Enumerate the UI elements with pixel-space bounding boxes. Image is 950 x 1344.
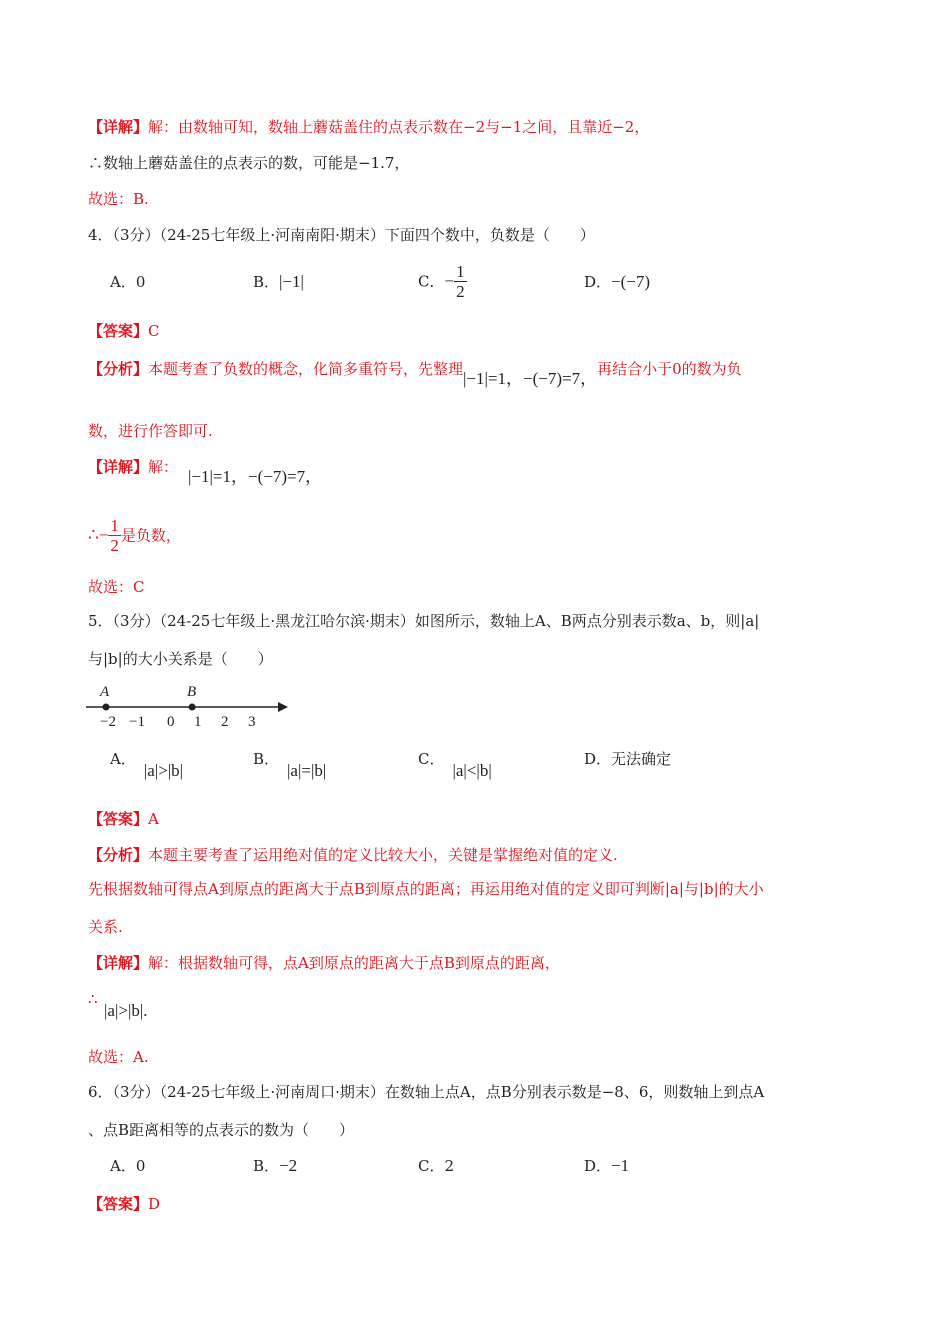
q4-detail: 【详解】解： |−1|=1，−(−7)=7， bbox=[88, 458, 323, 486]
q6-stem: 6．（3分）（24-25七年级上·河南周口·期末）在数轴上点A，点B分别表示数是−8、6，则数轴上到点A bbox=[88, 1083, 765, 1101]
tick-label: 1 bbox=[194, 714, 202, 730]
intro-detail-line bbox=[88, 116, 649, 138]
q6-option-b: B．−2 bbox=[253, 1156, 298, 1175]
q6-answer: 【答案】D bbox=[88, 1195, 161, 1213]
q6-stem-cont: 、点B距离相等的点表示的数为（ ） bbox=[88, 1121, 355, 1139]
point-a-label: A bbox=[100, 684, 110, 700]
q4-option-b: B．|−1| bbox=[253, 272, 304, 291]
q5-option-a: A．|a|>|b| bbox=[110, 750, 184, 780]
q5-option-c: C．|a|<|b| bbox=[418, 750, 492, 780]
q5-stem-cont: 与|b|的大小关系是（ ） bbox=[88, 650, 273, 668]
intro-line2: ∴数轴上蘑菇盖住的点表示的数，可能是−1.7， bbox=[88, 154, 410, 172]
q4-option-c: C．− $\frac{1}{2}$ bbox=[418, 262, 465, 301]
q4-answer: 【答案】C bbox=[88, 322, 160, 340]
q4-stem: 4．（3分）（24-25七年级上·河南南阳·期末）下面四个数中，负数是（ ） bbox=[88, 226, 595, 244]
q6-option-d: D．−1 bbox=[584, 1156, 630, 1175]
number-line-arrow bbox=[278, 702, 288, 712]
q4-option-a: A．0 bbox=[110, 273, 146, 291]
q4-option-d: D．−(−7) bbox=[584, 272, 651, 291]
q5-detail: 【详解】解：根据数轴可得，点A到原点的距离大于点B到原点的距离， bbox=[88, 954, 560, 972]
q5-analysis-3: 关系. bbox=[88, 918, 123, 936]
q4-analysis: 【分析】本题考查了负数的概念，化简多重符号，先整理|−1|=1，−(−7)=7，再结合小于0的数为负 bbox=[88, 360, 742, 388]
point-b-label: B bbox=[187, 684, 197, 700]
q4-detail-cont: ∴− $\frac{1}{2}$ 是负数， bbox=[88, 516, 181, 555]
number-line-figure bbox=[84, 680, 294, 730]
detail-label: 【详解】 bbox=[88, 118, 149, 136]
tick-label: −2 bbox=[100, 714, 116, 730]
q4-detail-fraction: $\frac{1}{2}$ bbox=[110, 516, 119, 555]
q6-option-a: A．0 bbox=[110, 1157, 146, 1175]
tick-label: −1 bbox=[129, 714, 145, 730]
q5-analysis: 【分析】本题主要考查了运用绝对值的定义比较大小，关键是掌握绝对值的定义. bbox=[88, 846, 618, 864]
q4-c-fraction: $\frac{1}{2}$ bbox=[456, 262, 465, 301]
q5-answer: 【答案】A bbox=[88, 810, 159, 828]
q5-detail-math: |a|>|b|. bbox=[104, 1001, 148, 1020]
q5-choose: 故选：A. bbox=[88, 1048, 149, 1066]
intro-choose: 故选：B. bbox=[88, 190, 149, 208]
tick-label: 0 bbox=[167, 714, 175, 730]
q4-choose: 故选：C bbox=[88, 578, 145, 596]
q5-stem: 5．（3分）（24-25七年级上·黑龙江哈尔滨·期末）如图所示，数轴上A、B两点分别表示数a、b，则|a| bbox=[88, 612, 760, 630]
detail-text: 解：由数轴可知，数轴上蘑菇盖住的点表示数在−2与−1之间，且靠近−2， bbox=[148, 118, 650, 136]
q4-analysis-cont: 数，进行作答即可. bbox=[88, 422, 213, 440]
point-b-dot bbox=[189, 704, 196, 711]
point-a-dot bbox=[103, 704, 110, 711]
q5-option-b: B．|a|=|b| bbox=[253, 750, 327, 780]
q5-analysis-2: 先根据数轴可得点A到原点的距离大于点B到原点的距离；再运用绝对值的定义即可判断|a|与|b|的大小 bbox=[88, 880, 764, 898]
tick-label: 3 bbox=[248, 714, 256, 730]
q6-option-c: C．2 bbox=[418, 1157, 455, 1175]
tick-label: 2 bbox=[221, 714, 229, 730]
q5-option-d: D．无法确定 bbox=[584, 750, 672, 768]
q5-therefore: ∴ bbox=[88, 990, 98, 1008]
